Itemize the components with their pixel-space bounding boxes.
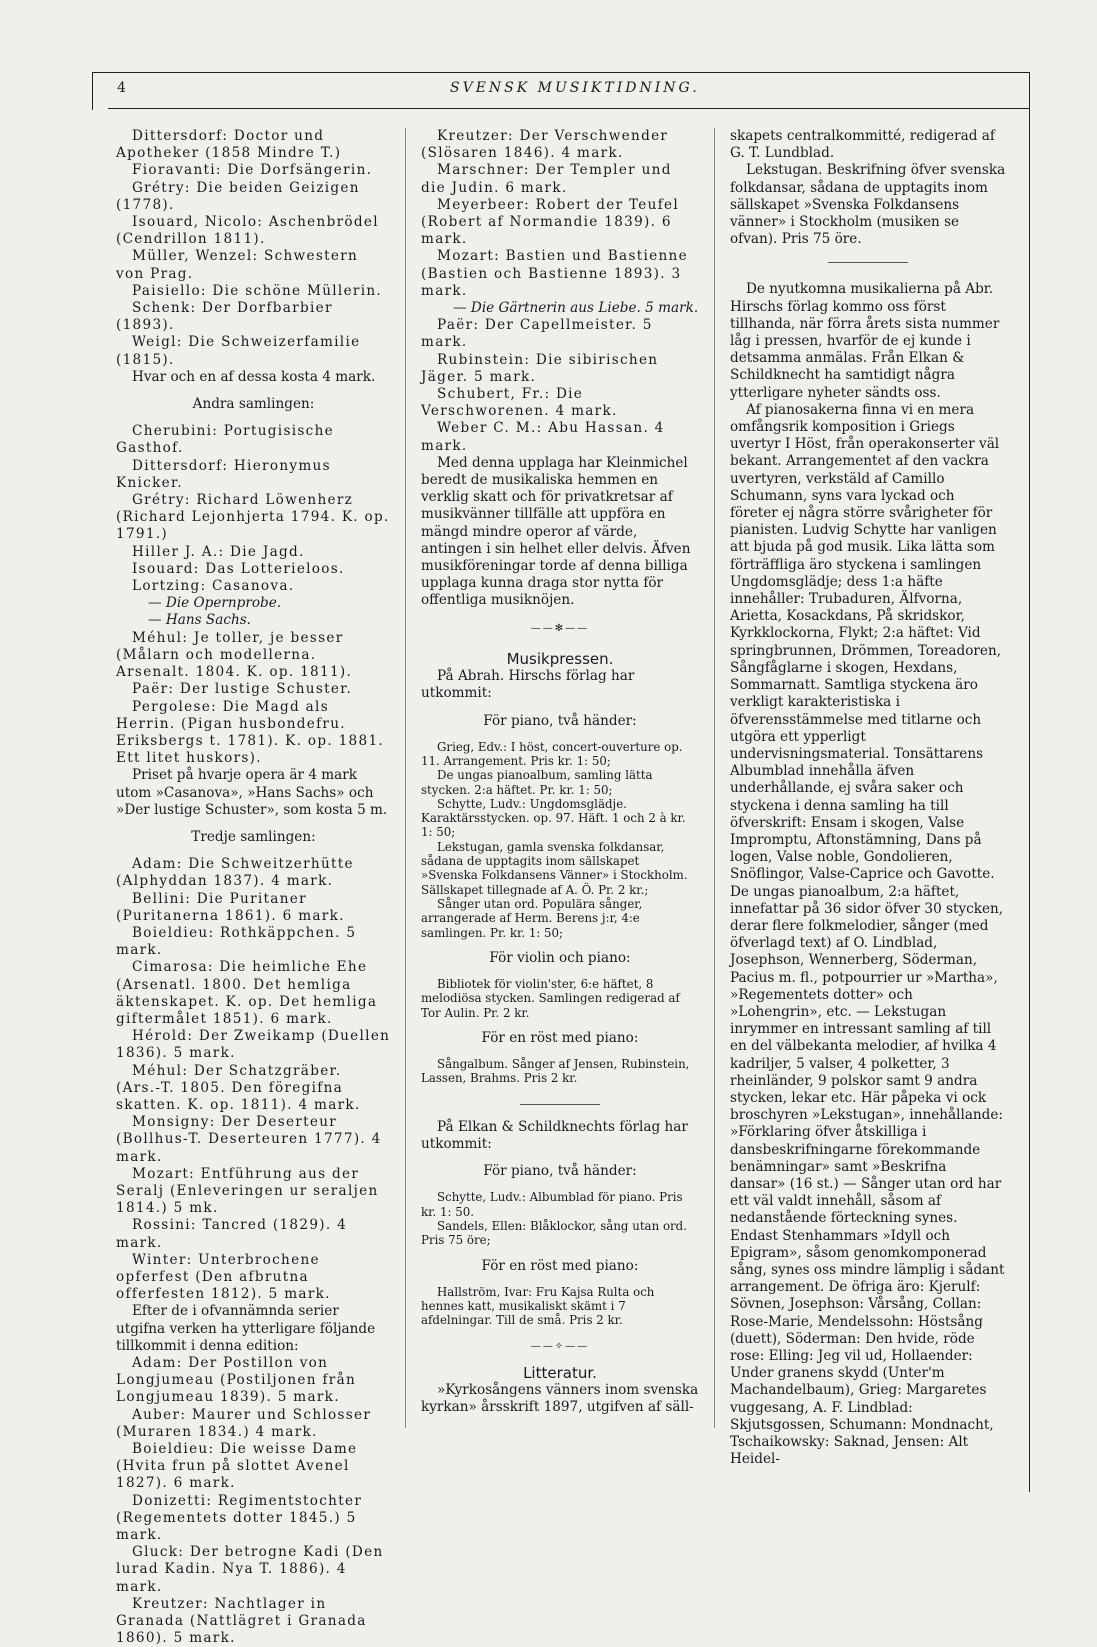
opera-entry: Donizetti: Regimentstochter (Regementets dotter 1845.) 5 mark. <box>116 1492 363 1544</box>
section-heading-musikpressen: Musikpressen. <box>506 649 614 668</box>
paragraph: »Kyrkosångens vänners inom svenska kyrkan» årsskrift 1897, utgifven af säll- <box>421 1382 699 1416</box>
opera-entry: — Die Gärtnerin aus Liebe. 5 mark. <box>453 300 699 317</box>
page-number: 4 <box>117 80 126 96</box>
opera-entry: Mozart: Entführung aus der Seralj (Enleveringen ur seraljen 1814.) 5 mk. <box>116 1165 379 1217</box>
opera-entry: Isouard, Nicolo: Aschenbrödel (Cendrillon 1811). <box>116 214 379 248</box>
opera-entry: Paër: Der Capellmeister. 5 mark. <box>421 317 653 351</box>
opera-entry: Paisiello: Die schöne Müllerin. <box>132 282 383 299</box>
listing-entry: Sånger utan ord. Populära sånger, arrangerade af Herm. Berens j:r, 4:e samlingen. Pr. kr. 1: 50; <box>421 896 643 940</box>
opera-entry: Bellini: Die Puritaner (Puritanerna 1861). 6 mark. <box>116 890 345 924</box>
listing-entry: Sandels, Ellen: Blåklockor, sång utan ord. Pris 75 öre; <box>421 1218 687 1248</box>
opera-entry: Weigl: Die Schweizerfamilie (1815). <box>116 334 361 368</box>
listing-entry: Grieg, Edv.: I höst, concert-ouverture op. 11. Arrangement. Pris kr. 1: 50; <box>421 739 683 768</box>
opera-entry: Méhul: Je toller, je besser (Målarn och modellerna. Arsenalt. 1804. K. op. 1811). <box>116 629 353 681</box>
opera-entry: Pergolese: Die Magd als Herrin. (Pigan husbondefru. Eriksbergs t. 1781). K. op. 1881. Ett litet huskors). <box>116 698 385 767</box>
column-2 <box>421 128 699 1416</box>
masthead-title: SVENSK MUSIKTIDNING. <box>450 80 700 96</box>
frame-right-rule <box>1029 72 1030 1492</box>
opera-entry: Rubinstein: Die sibirischen Jäger. 5 mark. <box>421 351 659 385</box>
opera-entry: — Hans Sachs. <box>148 612 252 629</box>
listing-entry: De ungas pianoalbum, samling lätta stycken. 2:a häftet. Pr. kr. 1: 50; <box>421 768 653 797</box>
header-rule <box>108 108 1029 109</box>
opera-entry: Schubert, Fr.: Die Verschworenen. 4 mark. <box>421 386 618 420</box>
opera-entry: Isouard: Das Lotterieloos. <box>132 560 345 577</box>
opera-entry: Meyerbeer: Robert der Teufel (Robert af Normandie 1839). 6 mark. <box>421 196 680 248</box>
opera-entry: Kreutzer: Nachtlager in Granada (Nattlägret i Granada 1860). 5 mark. <box>116 1595 367 1647</box>
opera-entry: Adam: Die Schweitzerhütte (Alphyddan 1837). 4 mark. <box>116 856 354 890</box>
paragraph: På Elkan & Schildknechts förlag har utkommit: <box>421 1118 688 1152</box>
collection-heading: Tredje samlingen: <box>191 828 316 845</box>
opera-entry: Paër: Der lustige Schuster. <box>132 681 353 698</box>
opera-entry: Adam: Der Postillon von Longjumeau (Postiljonen från Longjumeau 1839). 5 mark. <box>116 1355 357 1406</box>
listing-entry: Bibliotek för violin'ster, 6:e häftet, 8 melodiösa stycken. Samlingen redigerad af Tor Aulin. Pr. 2 kr. <box>421 977 680 1020</box>
opera-entry: Winter: Unterbrochene opferfest (Den afbrutna offerfesten 1812). 5 mark. <box>116 1251 331 1303</box>
opera-entry: Boieldieu: Rothkäppchen. 5 mark. <box>116 924 357 959</box>
opera-entry: Méhul: Der Schatzgräber. (Ars.-T. 1805. Den föregifna skatten. K. op. 1811). 4 mark. <box>116 1062 361 1113</box>
opera-entry: Weber C. M.: Abu Hassan. 4 mark. <box>421 420 665 454</box>
opera-entry: Marschner: Der Templer und die Judin. 6 mark. <box>421 162 672 196</box>
listing-entry: Sångalbum. Sånger af Jensen, Rubinstein, Lassen, Brahms. Pris 2 kr. <box>421 1057 690 1086</box>
column-divider <box>405 128 406 1428</box>
opera-entry: Gluck: Der betrogne Kadi (Den lurad Kadin. Nya T. 1886). 4 mark. <box>116 1544 384 1595</box>
opera-entry: Hérold: Der Zweikamp (Duellen 1836). 5 mark. <box>116 1028 391 1062</box>
section-heading-litteratur: Litteratur. <box>523 1363 597 1382</box>
opera-entry: Dittersdorf: Hieronymus Knicker. <box>116 457 331 491</box>
subheading: För violin och piano: <box>489 949 631 966</box>
opera-entry: Hiller J. A.: Die Jagd. <box>132 543 305 560</box>
column-1 <box>116 128 391 1647</box>
frame-left-rule <box>92 72 93 110</box>
opera-entry: Mozart: Bastien und Bastienne (Bastien och Bastienne 1893). 3 mark. <box>421 248 688 299</box>
frame-top-rule <box>92 72 1029 73</box>
opera-entry: Lortzing: Casanova. <box>132 578 295 595</box>
opera-entry: Boieldieu: Die weisse Dame (Hvita frun på slottet Avenel 1827). 6 mark. <box>116 1441 358 1492</box>
opera-entry: Cimarosa: Die heimliche Ehe (Arsenatl. 1800. Det hemliga äktenskapet. K. op. Det hemliga giftermålet 1851). 6 mark. <box>116 959 378 1027</box>
price-note: Priset på hvarje opera är 4 mark utom »Casanova», »Hans Sachs» och »Der lustige Schuster», som kosta 5 m. <box>116 767 388 818</box>
opera-entry: Müller, Wenzel: Schwestern von Prag. <box>116 248 359 282</box>
ornament-separator: ——✧—— <box>530 1340 590 1352</box>
opera-entry: Fioravanti: Die Dorfsängerin. <box>132 162 373 179</box>
subheading: För en röst med piano: <box>481 1257 639 1274</box>
subheading: För piano, två händer: <box>483 712 637 729</box>
column-3 <box>730 128 1006 1468</box>
listing-entry: Hallström, Ivar: Fru Kajsa Rulta och hennes katt, musikaliskt skämt i 7 afdelningar. Till de små. Pris 2 kr. <box>421 1284 655 1328</box>
divider <box>828 262 908 263</box>
opera-entry: Kreutzer: Der Verschwender (Slösaren 1846). 4 mark. <box>421 128 669 162</box>
paragraph: På Abrah. Hirschs förlag har utkommit: <box>421 668 635 702</box>
paragraph: Af pianosakerna finna vi en mera omfångsrik komposition i Griegs uvertyr I Höst, från operakonserter väl bekant. Arrangementet af den vackra uvertyren, verkstäld af Camillo Schumann, syns vara lyckad och företer ej några större svårigheter för pianisten. Ludvig Schytte har vanligen att bjuda på god musik. Lika lätta som förträffliga äro styckena i samlingen Ungdomsglädje; dess 1:a häfte innehåller: Trubaduren, Älfvorna, Arietta, Kosackdans, På skridskor, Kyrkklockorna, Flykt; 2:a häftet: Vid springbrunnen, Drömmen, Toreadoren, Sångfåglarne i skogen, Hexdans, Sommarnatt. Samtliga styckena äro verkligt karakteristiska i öfverensstämmelse med titlarne och utgöra ett ypperligt undervisningsmaterial. Tonsättarens Albumblad innehålla äfven underhållande, ej svåra saker och styckena i denna samling ha till öfverskrift: Ensam i skogen, Valse Impromptu, Aftonstämning, Dans på logen, Valse noble, Gondolieren, Snöflingor, Valse-Caprice och Gavotte. De ungas pianoalbum, 2:a häftet, innefattar på 36 sidor öfver 30 stycken, derar flere folkmelodier, sånger (med öfverlagd text) af O. Lindblad, Josephson, Wennerberg, Söderman, Pacius m. fl., potpourrier ur »Martha», »Regementets dotter» och »Lohengrin», etc. — Lekstugan inrymmer en intressant samling af till en del välbekanta melodier, af hvilka 4 kadriljer, 5 valser, 4 polketter, 3 rheinländer, 9 polskor samt 9 andra stycken, lekar etc. Här påpeka vi ock broschyren »Lekstugan», innehållande: »Förklaring öfver åtskilliga i dansbeskrifningarne förekommande benämningar» samt »Beskrifna dansar» (16 st.) — Sånger utan ord har ett väl valdt innehåll, såsom af nedanstående förteckning synes. Endast Stenhammars »Idyll och Epigram», såsom genomkomponerad sång, synes oss mindre lämplig i sådant arrangement. De öfriga äro: Kjerulf: Sövnen, Josephson: Vårsång, Collan: Rose-Marie, Mendelssohn: Höstsång (duett), Söderman: Den hvide, röde rose: Elling: Jeg vil ud, Hollaender: Under granens skydd (Unter'm Machandelbaum), Grieg: Margaretes vuggesang, A. F. Lindblad: Skjutsgossen, Schumann: Mondnacht, Tschaikowsky: Saknad, Jensen: Alt Heidel- <box>730 401 1005 1468</box>
divider <box>520 1104 600 1105</box>
opera-entry: Dittersdorf: Doctor und Apotheker (1858 Mindre T.) <box>116 128 342 162</box>
paragraph: Efter de i ofvannämnda serier utgifna verken ha ytterligare följande tillkommit i denna edition: <box>116 1303 376 1354</box>
opera-entry: Grétry: Richard Löwenherz (Richard Lejonhjerta 1794. K. op. 1791.) <box>116 492 390 543</box>
listing-entry: Lekstugan, gamla svenska folkdansar, sådana de upptagits inom sällskapet »Svenska Folkdansens Vänner» i Stockholm. Sällskapet tillegnade af A. Ö. Pr. 2 kr.; <box>421 839 688 897</box>
paragraph: Lekstugan. Beskrifning öfver svenska folkdansar, sådana de upptagits inom sällskapet »Svenska Folkdansens vänner» i Stockholm (musiken se ofvan). Pris 75 öre. <box>730 162 1006 248</box>
ornament-separator: ——✻—— <box>530 622 590 634</box>
listing-entry: Schytte, Ludv.: Albumblad för piano. Pris kr. 1: 50. <box>421 1190 683 1219</box>
paragraph: skapets centralkommitté, redigerad af G. T. Lundblad. <box>730 128 995 162</box>
subheading: För en röst med piano: <box>481 1029 639 1046</box>
opera-entry: Monsigny: Der Deserteur (Bollhus-T. Deserteuren 1777). 4 mark. <box>116 1114 382 1165</box>
column-divider <box>714 128 715 1428</box>
opera-entry: Cherubini: Portugisische Gasthof. <box>116 423 334 457</box>
opera-entry: Rossini: Tancred (1829). 4 mark. <box>116 1217 348 1251</box>
paragraph: Med denna upplaga har Kleinmichel beredt de musikaliska hemmen en verklig skatt och för privatkretsar af musikvänner tillfälle att uppföra en mängd mindre operor af värde, antingen i sin helhet eller delvis. Äfven musikföreningar torde af denna billiga upplaga kunna draga stor nytta för offentliga musiknöjen. <box>421 454 691 609</box>
opera-entry: Grétry: Die beiden Geizigen (1778). <box>116 179 360 213</box>
opera-entry: — Die Opernprobe. <box>148 595 282 612</box>
price-note: Hvar och en af dessa kosta 4 mark. <box>132 368 376 385</box>
subheading: För piano, två händer: <box>483 1163 637 1180</box>
paragraph: De nyutkomna musikalierna på Abr. Hirschs förlag kommo oss först tillhanda, när förra årets sista nummer låg i pressen, hvarför de ej kunde i detsamma anmälas. Från Elkan & Schildknecht ha samtidigt några ytterligare nyheter sändts oss. <box>730 281 1000 401</box>
opera-entry: Schenk: Der Dorfbarbier (1893). <box>116 300 333 334</box>
opera-entry: Auber: Maurer und Schlosser (Muraren 1834.) 4 mark. <box>116 1406 372 1440</box>
collection-heading: Andra samlingen: <box>192 396 315 413</box>
listing-entry: Schytte, Ludv.: Ungdomsglädje. Karaktärsstycken. op. 97. Häft. 1 och 2 à kr. 1: 50; <box>421 796 686 840</box>
